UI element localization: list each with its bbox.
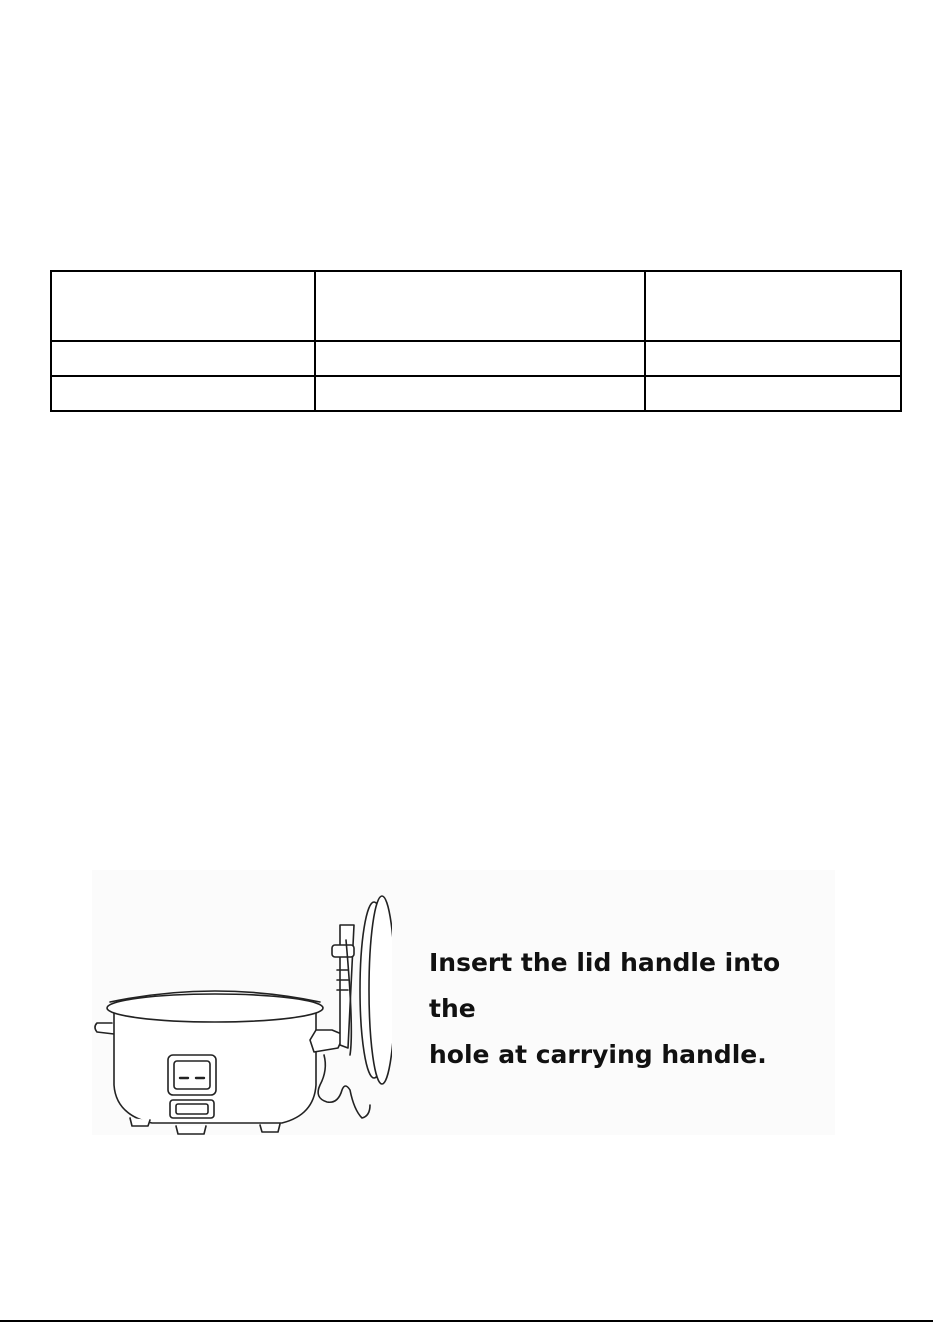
table-cell: [315, 376, 645, 411]
table-header-row: [51, 271, 901, 341]
table-row: [51, 341, 901, 376]
table-header-cell: [315, 271, 645, 341]
table-cell: [645, 376, 901, 411]
rice-cooker-icon: [92, 880, 392, 1135]
page-footer-rule: [0, 1320, 933, 1322]
spec-table: [50, 270, 902, 412]
table-header-cell: [645, 271, 901, 341]
table-cell: [51, 341, 315, 376]
table-cell: [315, 341, 645, 376]
table-cell: [645, 341, 901, 376]
table-header-cell: [51, 271, 315, 341]
lid-storage-illustration: [92, 870, 835, 1135]
table-cell: [51, 376, 315, 411]
table-row: [51, 376, 901, 411]
lid-storage-instruction: Insert the lid handle into the hole at carrying handle.: [429, 948, 781, 1069]
